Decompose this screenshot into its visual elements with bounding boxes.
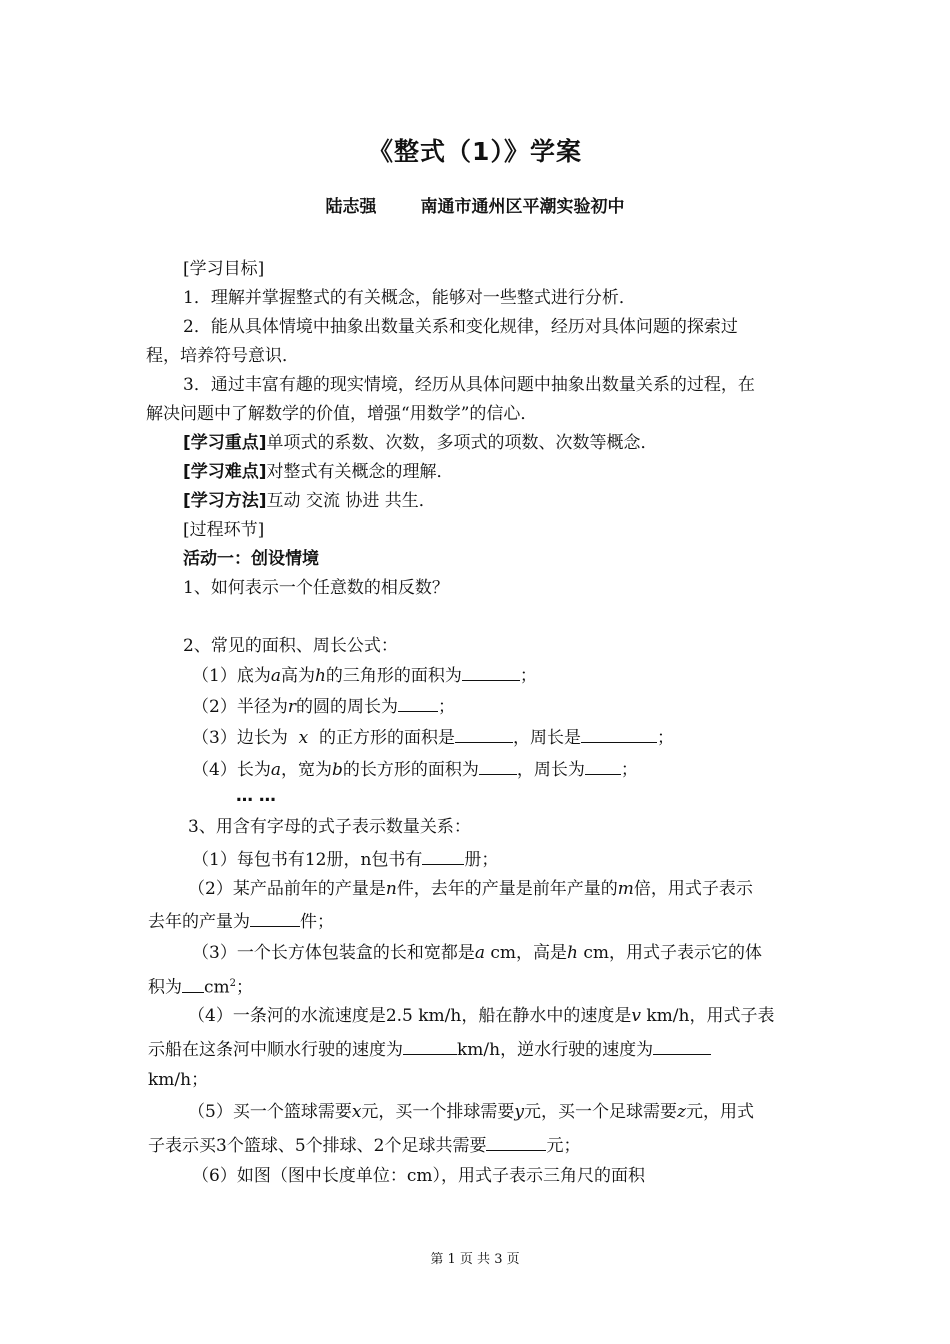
key-point-label: [学习重点] bbox=[183, 433, 267, 453]
question-1: 1、如何表示一个任意数的相反数？ bbox=[183, 578, 449, 598]
answer-blank bbox=[653, 1036, 711, 1055]
answer-blank bbox=[182, 974, 204, 993]
q3-item-3: （3）一个长方体包装盒的长和宽都是a cm，高是h cm，用式子表示它的体 bbox=[192, 943, 763, 963]
activity1-heading: 活动一：创设情境 bbox=[183, 549, 319, 569]
answer-blank bbox=[403, 1036, 457, 1055]
q3-item-4: （4）一条河的水流速度是2.5 km/h，船在静水中的速度是v km/h，用式子表 bbox=[188, 1006, 775, 1026]
page-footer: 第 1 页 共 3 页 bbox=[430, 1252, 520, 1267]
key-point-line bbox=[183, 431, 658, 455]
q3-item-4-cont2: km/h； bbox=[148, 1070, 209, 1090]
objective-2-cont: 程，培养符号意识． bbox=[146, 346, 299, 366]
q2-item-4: （4）长为a，宽为b的长方形的面积为 ，周长为 ； bbox=[192, 756, 638, 782]
answer-blank bbox=[455, 724, 513, 743]
answer-blank bbox=[585, 756, 621, 775]
q3-item-5: （5）买一个篮球需要x元，买一个排球需要y元，买一个足球需要z元，用式 bbox=[188, 1102, 754, 1122]
objective-1: 1．理解并掌握整式的有关概念，能够对一些整式进行分析． bbox=[183, 288, 636, 308]
q2-item-1: （1）底为a高为h的三角形的面积为 ； bbox=[192, 662, 537, 688]
question-3: 3、用含有字母的式子表示数量关系： bbox=[188, 817, 471, 837]
q2-item-2: （2）半径为r的圆的周长为 ； bbox=[192, 693, 455, 719]
answer-blank bbox=[479, 756, 517, 775]
q3-item-4-cont: 示船在这条河中顺水行驶的速度为 km/h，逆水行驶的速度为 bbox=[148, 1036, 711, 1062]
objective-3-cont: 解决问题中了解数学的价值，增强“用数学”的信心． bbox=[146, 404, 538, 424]
answer-blank bbox=[422, 846, 464, 865]
document-title: 《整式（1）》学案 bbox=[368, 137, 582, 166]
author-name: 陆志强 bbox=[325, 197, 377, 217]
author-line bbox=[0, 192, 950, 217]
method-line bbox=[183, 489, 436, 513]
q3-item-6: （6）如图（图中长度单位：cm），用式子表示三角尺的面积 bbox=[192, 1166, 645, 1186]
method-text: 互动 交流 协进 共生． bbox=[266, 491, 436, 511]
objective-2: 2．能从具体情境中抽象出数量关系和变化规律，经历对具体问题的探索过 bbox=[183, 317, 738, 337]
difficulty-label: [学习难点] bbox=[183, 462, 267, 482]
q3-item-2-cont: 去年的产量为 件； bbox=[148, 908, 334, 934]
objectives-heading: [学习目标] bbox=[183, 259, 265, 279]
process-heading: [过程环节] bbox=[183, 520, 265, 540]
objective-3: 3．通过丰富有趣的现实情境，经历从具体问题中抽象出数量关系的过程，在 bbox=[183, 375, 755, 395]
answer-blank bbox=[486, 1132, 546, 1151]
difficulty-line bbox=[183, 460, 454, 484]
q2-item-3: （3）边长为 x 的正方形的面积是 ，周长是 ； bbox=[192, 724, 674, 750]
answer-blank bbox=[581, 724, 657, 743]
answer-blank bbox=[250, 908, 300, 927]
question-2: 2、常见的面积、周长公式： bbox=[183, 636, 398, 656]
author-school: 南通市通州区平潮实验初中 bbox=[420, 197, 625, 217]
q3-item-2: （2）某产品前年的产量是n件，去年的产量是前年产量的m倍，用式子表示 bbox=[188, 879, 753, 899]
q3-item-1: （1）每包书有12册，n包书有 册； bbox=[192, 846, 498, 872]
key-point-text: 单项式的系数、次数，多项式的项数、次数等概念． bbox=[266, 433, 658, 453]
answer-blank bbox=[462, 662, 520, 681]
method-label: [学习方法] bbox=[183, 491, 267, 511]
q3-item-3-cont: 积为 $cm^2$； bbox=[148, 972, 253, 1000]
ellipsis: … … bbox=[236, 786, 276, 806]
difficulty-text: 对整式有关概念的理解． bbox=[266, 462, 454, 482]
q3-item-5-cont: 子表示买3个篮球、5个排球、2个足球共需要 元； bbox=[148, 1132, 580, 1158]
answer-blank bbox=[398, 693, 438, 712]
